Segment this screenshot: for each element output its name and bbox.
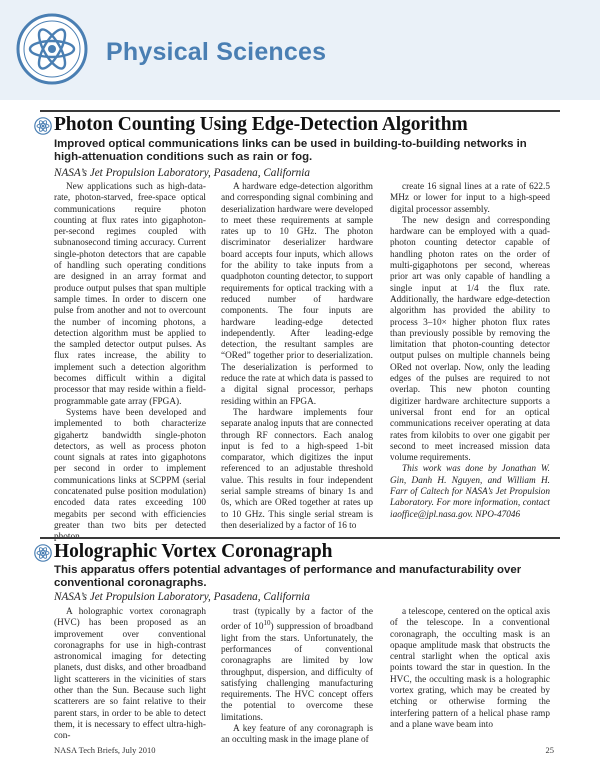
- article-title: Photon Counting Using Edge-Detection Algorithm: [54, 114, 468, 135]
- paragraph: The hardware implements four separate analog inputs that are connected through RF connectors. Each analog input is fed to a high-speed 1-bit comparator, which digitizes the input referenced to an adjustable threshold value. This results in four independent serial sample streams of binary 1s and 0s, which are ORed together at rates up to 10 GHz. This single serial stream is then deserialized by a factor of 16 to: [221, 407, 373, 531]
- paragraph: The new design and corresponding hardware can be employed with a quad-photon counting detector capable of handling photon rates on the order of multi-gigaphotons per second, whereas prior art was only capable of handling a single input at 1/4 the flux rate. Additionally, the hardware edge-detection algorithm has provided the ability to process 3–10× higher photon flux rates than previously possible by removing the limitation that photon-counting detector output pulses on multiple channels being ORed not overlap. Now, only the leading edges of the pulses are required to not overlap. This new photon counting digitizer hardware architecture supports a universal front end for an optical communications receiver operating at data rates from kilobits to over one gigabit per second to meet increased mission data volume requirements.: [390, 215, 550, 464]
- article-title: Holographic Vortex Coronagraph: [54, 541, 333, 562]
- article-column-1: [54, 607, 206, 743]
- paragraph: [221, 607, 373, 724]
- paragraph: A holographic vortex coronagraph (HVC) has been proposed as an improvement over conventional coronagraphs for use in high-contrast astronomical imaging for detecting planets, dust disks, and other broadband light scatterers in the vicinities of stars other than the Sun. Because such light scatterers are so faint relative to their parent stars, in order to be able to detect them, it is necessary to effect ultra-high-con-: [54, 607, 206, 742]
- article-subtitle: This apparatus offers potential advantages of performance and manufacturability over conventional coronagraphs.: [54, 564, 522, 589]
- article-column-2: [221, 607, 373, 747]
- article-divider: [40, 537, 560, 539]
- paragraph: A hardware edge-detection algorithm and corresponding signal combining and deserialization hardware were developed to meet these requirements at sample rates up to 10 GHz. The photon discriminator deserializer hardware board accepts four inputs, which allows for the ability to take inputs from a quadphoton counting detector, to support requirements for optical tracking with a reduced number of hardware components. The four inputs are hardware leading-edge detected independently. After leading-edge detection, the resultant samples are “ORed” together prior to deserialization. The deserialization is performed to reduce the rate at which data is passed to a digital signal processor, perhaps residing within an FPGA.: [221, 182, 373, 407]
- text-run: ) suppression of broadband light from the stars. Unfortunately, the performances of conventional coronagraphs are limited by low throughput, dispersion, and difficulty of satisfying challenging manufacturing requirements. The HVC concept offers the potential to overcome these limitations.: [221, 622, 373, 723]
- orbit-atom-icon: [34, 117, 52, 135]
- paragraph: create 16 signal lines at a rate of 622.5 MHz or lower for input to a high-speed digital processor assembly.: [390, 182, 550, 215]
- orbit-atom-icon: [16, 13, 88, 85]
- article-divider: [40, 110, 560, 112]
- section-title: Physical Sciences: [106, 38, 327, 66]
- footer-publication: NASA Tech Briefs, July 2010: [54, 745, 156, 755]
- exponent: 10: [263, 619, 271, 628]
- paragraph: a telescope, centered on the optical axis of the telescope. In a conventional coronagraph, the occulting mask is an opaque amplitude mask that obstructs the central starlight when the optical axis points toward the star in question. In the HVC, the occulting mask is a holographic vortex grating, which may be created by etching or otherwise forming the interfering pattern of a helical phase ramp and a plane wave beam into: [390, 607, 550, 730]
- article-column-3: [390, 607, 550, 731]
- section-banner: [0, 0, 600, 100]
- article-affiliation: NASA’s Jet Propulsion Laboratory, Pasadena, California: [54, 591, 310, 603]
- article-subtitle: Improved optical communications links can be used in building-to-building networks in high-attenuation conditions such as rain or fog.: [54, 138, 527, 163]
- credit-note: This work was done by Jonathan W. Gin, Danh H. Nguyen, and William H. Farr of Caltech for NASA’s Jet Propulsion Laboratory. For more information, contact iaoffice@jpl.nasa.gov. NPO-47046: [390, 464, 550, 520]
- paragraph: A key feature of any coronagraph is an occulting mask in the image plane of: [221, 724, 373, 746]
- article-column-2: [221, 182, 373, 532]
- article-affiliation: NASA’s Jet Propulsion Laboratory, Pasadena, California: [54, 167, 310, 179]
- paragraph: New applications such as high-data-rate, photon-starved, free-space optical communications require photon counting at flux rates into gigaphoton-per-second regimes coupled with subnanosecond timing accuracy. Current single-photon detectors that are capable of handling such operating conditions are designed in an array format and produce output pulses that span multiple sample times. In order to discern one pulse from another and not to overcount the number of incoming photons, a detection algorithm must be applied to the sampled detector output pulses. As flux rates increase, the ability to implement such a detection algorithm becomes difficult within a digital processor that may reside within a field-programmable gate array (FPGA).: [54, 182, 206, 407]
- page-number: 25: [545, 745, 554, 755]
- orbit-atom-icon: [34, 544, 52, 562]
- paragraph: Systems have been developed and implemented to both characterize gigahertz bandwidth single-photon detectors, as well as process photon count signals at rates into gigaphotons per second in order to implement communications links at SCPPM (serial concatenated pulse position modulation) encoded data rates exceeding 100 megabits per second with efficiencies greater than two bits per detected: [54, 407, 206, 531]
- text-run: trast (typically by a factor of the order of 10: [221, 607, 373, 633]
- article-column-1: [54, 182, 206, 544]
- article-column-3: [390, 182, 550, 521]
